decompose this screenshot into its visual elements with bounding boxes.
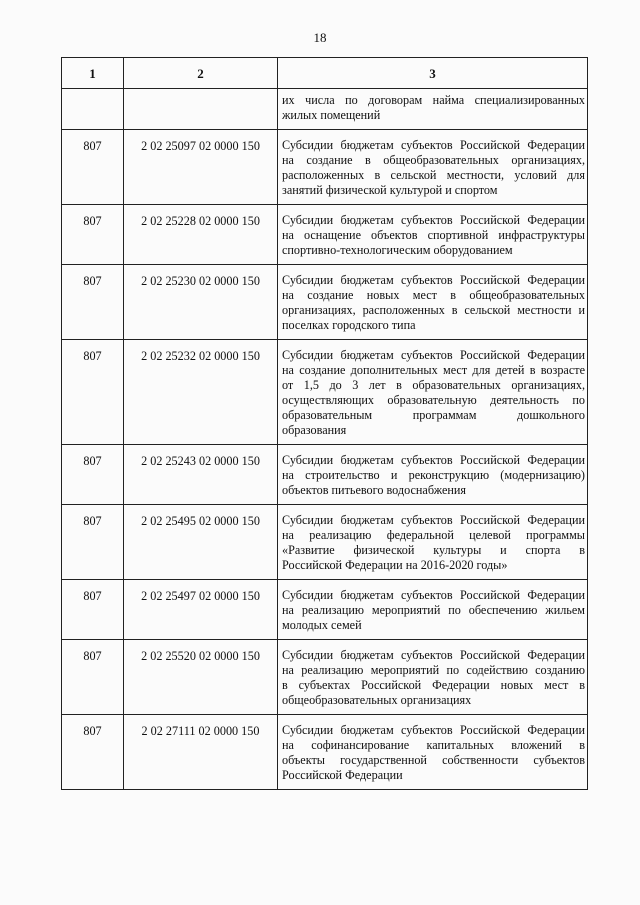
budget-code-cell: 2 02 25232 02 0000 150 (124, 340, 278, 445)
description-line: молодых семей (282, 618, 362, 632)
description-line: образовательным программам дошкольного (282, 408, 585, 422)
description-cell (278, 640, 588, 715)
table-row (62, 130, 588, 205)
description-line: Субсидии бюджетам субъектов Российской Федерации (282, 648, 585, 662)
header-col-2: 2 (124, 58, 278, 89)
description-line: на создание новых мест в общеобразовательных (282, 288, 585, 302)
budget-code-cell: 2 02 25097 02 0000 150 (124, 130, 278, 205)
table-row (62, 340, 588, 445)
description-line: Субсидии бюджетам субъектов Российской Федерации (282, 348, 585, 362)
description-line: на создание дополнительных мест для детей в возрасте (282, 363, 585, 377)
page-number: 18 (313, 30, 327, 45)
description-line: Субсидии бюджетам субъектов Российской Федерации (282, 273, 585, 287)
description-line: организациях, расположенных в сельской местности и (282, 303, 585, 317)
admin-code-cell: 807 (62, 130, 124, 205)
description-line: объекты государственной собственности субъектов (282, 753, 585, 767)
table-row (62, 205, 588, 265)
continuation-row (62, 89, 588, 130)
budget-code-cell: 2 02 25495 02 0000 150 (124, 505, 278, 580)
description-line: образования (282, 423, 347, 437)
description-line: жилых помещений (282, 108, 381, 122)
description-line: спортивно-технологическим оборудованием (282, 243, 513, 257)
description-cell (278, 715, 588, 790)
description-line: Субсидии бюджетам субъектов Российской Федерации (282, 513, 585, 527)
budget-code-cell: 2 02 25230 02 0000 150 (124, 265, 278, 340)
description-line: объектов питьевого водоснабжения (282, 483, 467, 497)
description-cell (278, 130, 588, 205)
description-line: в субъектах Российской Федерации новых мест в (282, 678, 585, 692)
description-line: Российской Федерации на 2016-2020 годы» (282, 558, 508, 572)
description-line: от 1,5 до 3 лет в образовательных организациях, (282, 378, 585, 392)
table-row (62, 640, 588, 715)
description-line: «Развитие физической культуры и спорта в (282, 543, 585, 557)
description-line: Российской Федерации (282, 768, 403, 782)
description-line: поселках городского типа (282, 318, 416, 332)
description-cell (278, 205, 588, 265)
header-col-1: 1 (62, 58, 124, 89)
admin-code-cell: 807 (62, 445, 124, 505)
budget-code-cell: 2 02 25228 02 0000 150 (124, 205, 278, 265)
description-line: на реализацию федеральной целевой программы (282, 528, 585, 542)
admin-code-cell: 807 (62, 505, 124, 580)
budget-code-cell: 2 02 27111 02 0000 150 (124, 715, 278, 790)
continuation-code-cell (124, 89, 278, 130)
description-line: Субсидии бюджетам субъектов Российской Федерации (282, 453, 585, 467)
description-line: Субсидии бюджетам субъектов Российской Федерации (282, 588, 585, 602)
description-cell (278, 445, 588, 505)
description-line: Субсидии бюджетам субъектов Российской Федерации (282, 138, 585, 152)
budget-codes-table (61, 57, 588, 790)
description-line: Субсидии бюджетам субъектов Российской Федерации (282, 213, 585, 227)
admin-code-cell: 807 (62, 205, 124, 265)
table-header-row (62, 58, 588, 89)
description-line: общеобразовательных организациях (282, 693, 472, 707)
budget-code-cell: 2 02 25243 02 0000 150 (124, 445, 278, 505)
description-line: осуществляющих образовательную деятельность по (282, 393, 585, 407)
description-cell (278, 340, 588, 445)
description-line: расположенных в сельской местности, условий для (282, 168, 585, 182)
admin-code-cell: 807 (62, 580, 124, 640)
description-line: на оснащение объектов спортивной инфраструктуры (282, 228, 585, 242)
admin-code-cell: 807 (62, 715, 124, 790)
table-row (62, 580, 588, 640)
table-row (62, 445, 588, 505)
description-line: на реализацию мероприятий по обеспечению жильем (282, 603, 585, 617)
continuation-admin-cell (62, 89, 124, 130)
description-line: Субсидии бюджетам субъектов Российской Федерации (282, 723, 585, 737)
description-line: их числа по договорам найма специализированных (282, 93, 585, 107)
description-line: на строительство и реконструкцию (модернизацию) (282, 468, 585, 482)
admin-code-cell: 807 (62, 265, 124, 340)
header-col-3: 3 (278, 58, 588, 89)
admin-code-cell: 807 (62, 340, 124, 445)
description-cell (278, 580, 588, 640)
description-cell (278, 265, 588, 340)
description-line: занятий физической культурой и спортом (282, 183, 498, 197)
budget-code-cell: 2 02 25520 02 0000 150 (124, 640, 278, 715)
description-line: на софинансирование капитальных вложений в (282, 738, 585, 752)
description-cell (278, 505, 588, 580)
description-line: на реализацию мероприятий по содействию созданию (282, 663, 585, 677)
description-line: на создание в общеобразовательных организациях, (282, 153, 585, 167)
table-row (62, 715, 588, 790)
admin-code-cell: 807 (62, 640, 124, 715)
table-row (62, 505, 588, 580)
table-row (62, 265, 588, 340)
continuation-description-cell (278, 89, 588, 130)
budget-code-cell: 2 02 25497 02 0000 150 (124, 580, 278, 640)
